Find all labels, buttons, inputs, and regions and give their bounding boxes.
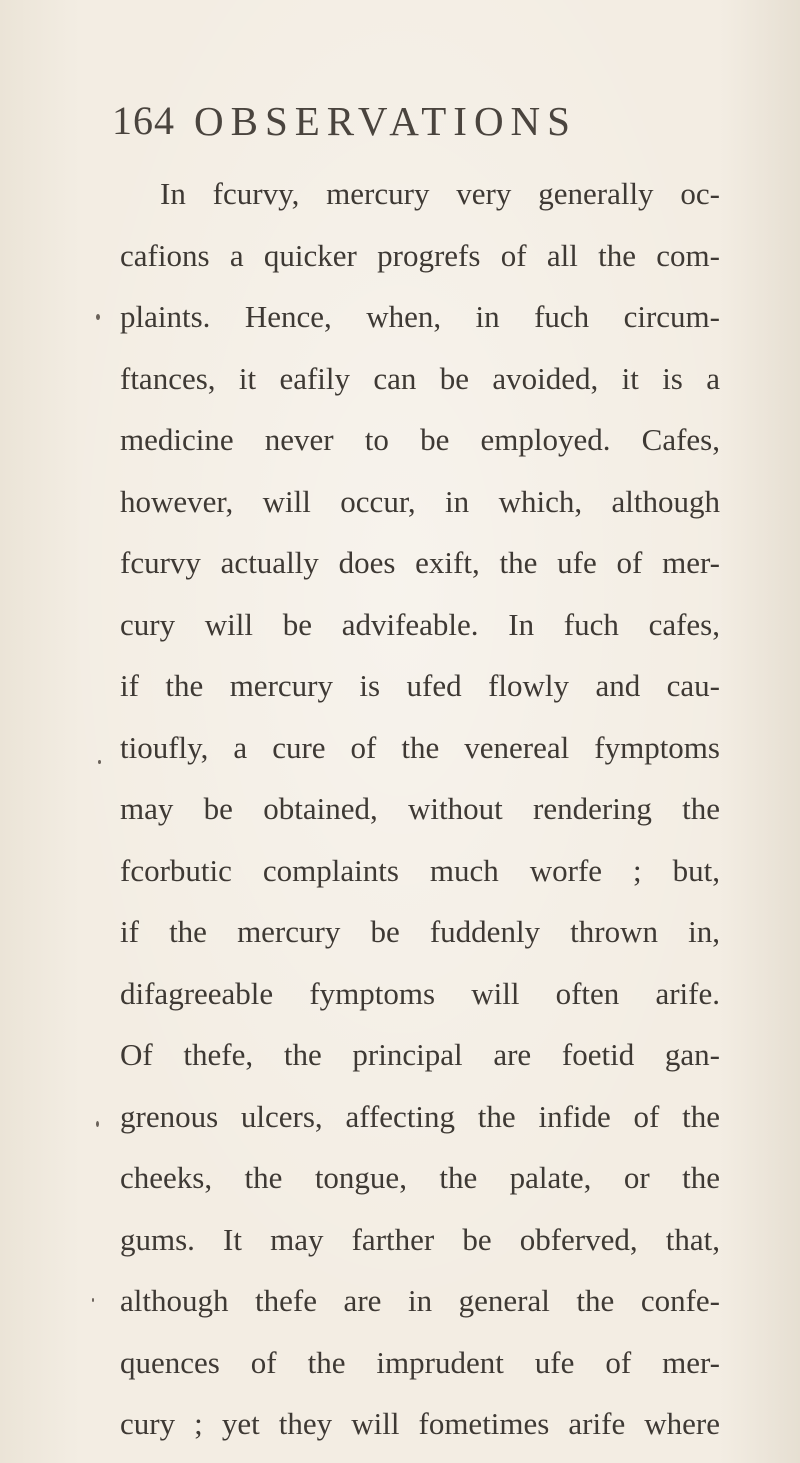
text-line: cafions a quicker progrefs of all the com- xyxy=(120,237,720,273)
text-line: tioufly, a cure of the venereal fymptoms xyxy=(120,729,720,765)
text-line: gums. It may farther be obferved, that, xyxy=(120,1221,720,1257)
text-line: although thefe are in general the confe- xyxy=(120,1283,720,1318)
text-line: In fcurvy, mercury very generally oc- xyxy=(160,176,720,211)
text-line: cury ; yet they will fometimes arife where xyxy=(120,1406,720,1441)
ink-speck xyxy=(96,1121,99,1127)
text-line: cury will be advifeable. In fuch cafes, xyxy=(120,606,720,642)
ink-speck xyxy=(92,1298,94,1302)
ink-speck xyxy=(96,314,100,320)
body-text xyxy=(120,163,720,1455)
text-line: plaints. Hence, when, in fuch circum- xyxy=(120,299,720,334)
text-line: may be obtained, without rendering the xyxy=(120,791,720,826)
text-line: cheeks, the tongue, the palate, or the xyxy=(120,1160,720,1195)
text-line: ftances, it eafily can be avoided, it is a xyxy=(120,360,720,396)
text-line: grenous ulcers, affecting the infide of the xyxy=(120,1098,720,1134)
text-line: quences of the imprudent ufe of mer- xyxy=(120,1344,720,1380)
running-title: OBSERVATIONS xyxy=(194,98,577,144)
text-line: if the mercury be fuddenly thrown in, xyxy=(120,914,720,949)
text-line: if the mercury is ufed flowly and cau- xyxy=(120,668,720,703)
text-line: fcorbutic complaints much worfe ; but, xyxy=(120,852,720,888)
text-line: Of thefe, the principal are foetid gan- xyxy=(120,1037,720,1072)
ink-speck xyxy=(98,760,101,764)
text-line: however, will occur, in which, although xyxy=(120,483,720,519)
text-line: difagreeable fymptoms will often arife. xyxy=(120,975,720,1011)
text-line: medicine never to be employed. Cafes, xyxy=(120,422,720,457)
page-number: 164 xyxy=(112,98,175,143)
text-line: fcurvy actually does exift, the ufe of mer- xyxy=(120,545,720,580)
